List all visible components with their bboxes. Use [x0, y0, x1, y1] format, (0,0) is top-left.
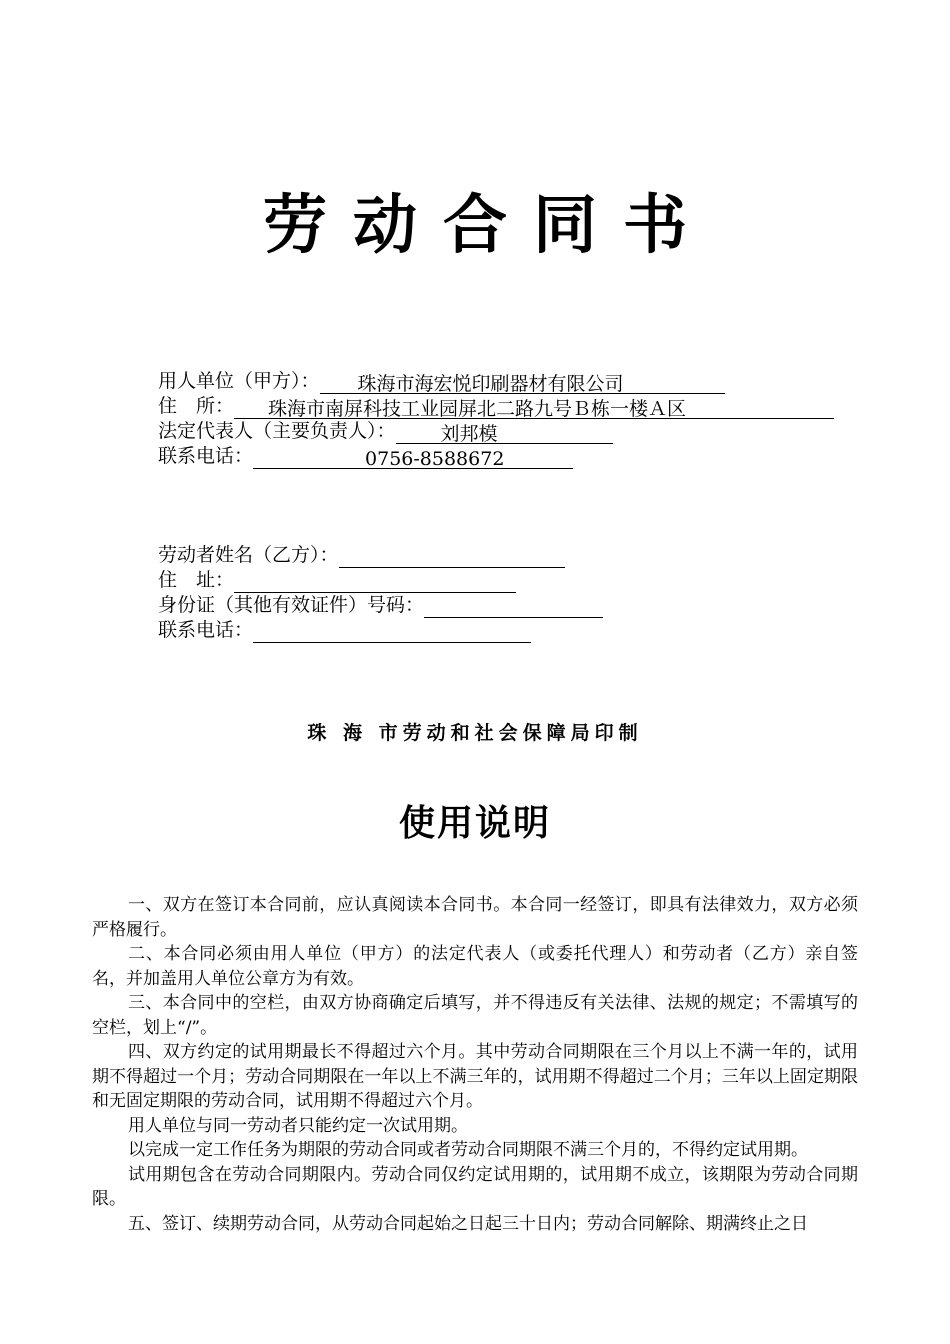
worker-id-label: 身份证（其他有效证件）号码：	[158, 594, 425, 616]
employer-value: 珠海市海宏悦印刷器材有限公司	[357, 373, 624, 395]
legal-rep-field	[158, 419, 834, 444]
worker-phone-field	[158, 618, 603, 643]
employer-field	[158, 369, 834, 394]
legal-rep-label: 法定代表人（主要负责人）：	[158, 420, 396, 442]
employer-phone-field	[158, 444, 834, 469]
instructions-body	[92, 893, 858, 1236]
worker-id-blank	[424, 596, 603, 618]
worker-name-field	[158, 543, 603, 568]
document-title: 劳动合同书	[263, 189, 713, 263]
instruction-paragraph: 以完成一定工作任务为期限的劳动合同或者劳动合同期限不满三个月的，不得约定试用期。	[128, 1140, 808, 1160]
instruction-paragraph: 五、签订、续期劳动合同，从劳动合同起始之日起三十日内；劳动合同解除、期满终止之日	[128, 1213, 808, 1234]
employer-phone-blank	[253, 447, 573, 469]
instruction-paragraph: 三、本合同中的空栏，由双方协商确定后填写，并不得违反有关法律、法规的规定；不需填写的空栏，划上“/”。	[92, 993, 858, 1038]
instruction-paragraph: 用人单位与同一劳动者只能约定一次试用期。	[128, 1115, 468, 1136]
legal-rep-blank	[396, 422, 613, 444]
instruction-paragraph: 一、双方在签订本合同前，应认真阅读本合同书。本合同一经签订，即具有法律效力，双方必须严格履行。	[92, 895, 858, 940]
worker-phone-label: 联系电话：	[158, 619, 254, 641]
worker-address-blank	[234, 571, 516, 593]
instruction-paragraph: 试用期包含在劳动合同期限内。劳动合同仅约定试用期的，试用期不成立，该期限为劳动合同期限。	[92, 1164, 858, 1209]
worker-phone-blank	[253, 621, 531, 643]
worker-address-label: 住 址：	[158, 569, 235, 591]
worker-name-label: 劳动者姓名（乙方）：	[158, 544, 339, 566]
party-a-section	[158, 369, 834, 469]
instruction-paragraph: 二、本合同必须由用人单位（甲方）的法定代表人（或委托代理人）和劳动者（乙方）亲自签名，并加盖用人单位公章方为有效。	[92, 944, 858, 989]
instructions-title: 使用说明	[398, 803, 551, 844]
instruction-paragraph: 四、双方约定的试用期最长不得超过六个月。其中劳动合同期限在三个月以上不满一年的，试用期不得超过一个月；劳动合同期限在一年以上不满三年的，试用期不得超过二个月；三年以上固定期限和无固定期限的劳动合同，试用期不得超过六个月。	[92, 1042, 858, 1111]
printer-credit: 珠 海 市劳动和社会保障局印制	[307, 722, 643, 744]
worker-name-blank	[339, 546, 565, 568]
employer-phone-value: 0756-8588672	[365, 448, 505, 470]
address-value: 珠海市南屏科技工业园屏北二路九号Ｂ栋一楼Ａ区	[268, 398, 687, 420]
worker-id-field	[158, 593, 603, 618]
address-label: 住 所：	[158, 395, 235, 417]
address-blank	[234, 397, 834, 419]
legal-rep-value: 刘邦模	[440, 423, 498, 445]
employer-phone-label: 联系电话：	[158, 445, 254, 467]
address-field	[158, 394, 834, 419]
party-b-section	[158, 543, 603, 643]
employer-blank	[320, 372, 725, 394]
worker-address-field	[158, 568, 603, 593]
employer-label: 用人单位（甲方）：	[158, 370, 320, 392]
